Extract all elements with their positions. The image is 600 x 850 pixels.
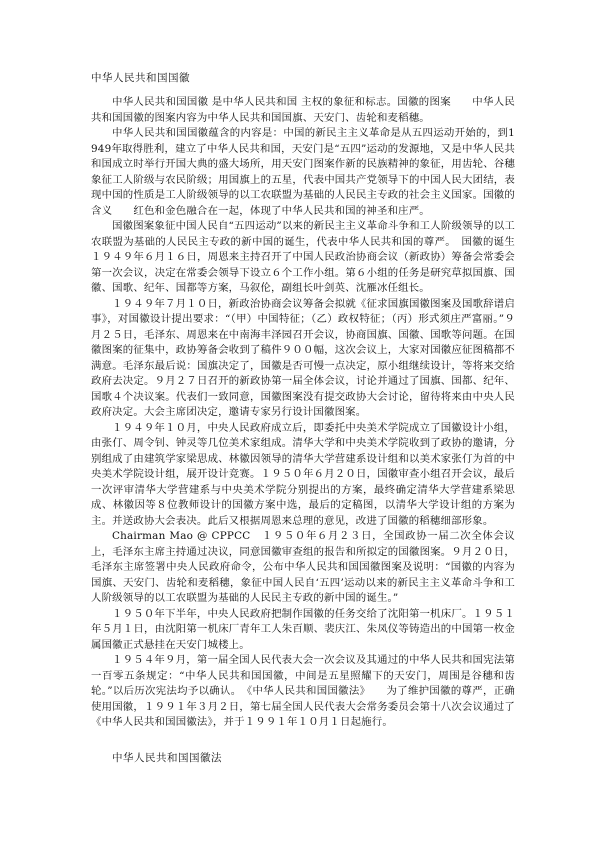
document-body xyxy=(91,95,515,731)
section-heading-emblem-law: 中华人民共和国国徽法 xyxy=(112,752,222,764)
paragraph-1950-june: Chairman Mao @ CPPCC １９５０年６月２３日，全国政协一届二次全体会议上，毛泽东主席主持通过决议，同意国徽审查组的报告和所拟定的国徽图案。９月２０日，毛泽东主席签署中央人民政府命令，公布中华人民共和国国徽图案及说明：“国徽的内容为国旗、天安门、齿轮和麦稻穗，象征中国人民自‘五四’运动以来的新民主主义革命斗争和工人阶级领导的以工农联盟为基础的人民民主专政的新中国的诞生。” xyxy=(91,530,515,604)
paragraph-1949-october: １９４９年１０月，中央人民政府成立后，即委托中央美术学院成立了国徽设计小组，由张仃、周令钊、钟灵等几位美术家组成。清华大学和中央美术学院收到了政协的邀请，分别组成了由建筑学家梁思成、林徽因领导的清华大学营建系设计组和以美术家张仃为首的中央美术学院设计组，展开设计竞赛。１９５０年６月２０日，国徽审查小组召开会议，最后一次评审清华大学营建系与中央美术学院分别提出的方案，最终确定清华大学营建系梁思成、林徽因等８位教师设计的国徽方案中选，最后的定稿图，以清华大学设计组的方案为主。并送政协大会表决。此后又根据周恩来总理的意见，改进了国徽的稻穗细部形象。 xyxy=(91,421,515,527)
paragraph-1949-july: １９４９年７月１０日，新政治协商会议筹备会拟就《征求国旗国徽图案及国歌辞谱启事》，对国徽设计提出要求：“（甲）中国特征；（乙）政权特征；（丙）形式须庄严富丽。”９月２５日，毛泽东、周恩来在中南海丰泽园召开会议，协商国旗、国徽、国歌等问题。在国徽图案的征集中，政协筹备会收到了稿件９００幅，这次会议上，大家对国徽应征图稿都不满意。毛泽东最后说：国旗决定了，国徽是否可慢一点决定，原小组继续设计，等将来交给政府去决定。９月２７日召开的新政协第一届全体会议，讨论并通过了国旗、国都、纪年、国歌４个决议案。代表们一致同意，国徽图案没有提交政协大会讨论，留待将来由中央人民政府决定。大会主席团决定，邀请专家另行设计国徽图案。 xyxy=(91,297,515,418)
paragraph-meaning: 中华人民共和国国徽蕴含的内容是：中国的新民主主义革命是从五四运动开始的，到1949年取得胜利，建立了中华人民共和国，天安门是“五四”运动的发源地，又是中华人民共和国成立时举行开国大典的盛大场所，用天安门图案作新的民族精神的象征，用齿轮、谷穗象征工人阶级与农民阶级；用国旗上的五星，代表中国共产党领导下的中国人民大团结，表现中国的性质是工人阶级领导的以工农联盟为基础的人民民主专政的社会主义国家。国徽的含义 红色和金色融合在一起，体现了中华人民共和国的神圣和庄严。 xyxy=(91,127,515,217)
paragraph-symbolism: 国徽图案象征中国人民自“五四运动”以来的新民主主义革命斗争和工人阶级领导的以工农联盟为基础的人民民主专政的新中国的诞生，代表中华人民共和国的尊严。 国徽的诞生１９４９年６月１６日，周恩来主持召开了中国人民政治协商会议（新政协）筹备会常委会第一次会议，决定在常委会领导下设立６个工作小组。第６小组的任务是研究草拟国旗、国徽、国歌、纪年、国都等方案，马叙伦，副组长叶剑英、沈雁冰任组长。 xyxy=(91,220,515,294)
document-title: 中华人民共和国国徽 xyxy=(91,72,190,84)
paragraph-1950-casting: １９５０年下半年，中央人民政府把制作国徽的任务交给了沈阳第一机床厂。１９５１年５月１日，由沈阳第一机床厂青年工人朱百顺、裴庆江、朱凤仪等铸造出的中国第一枚金属国徽正式悬挂在天安门城楼上。 xyxy=(91,607,515,651)
paragraph-intro: 中华人民共和国国徽 是中华人民共和国 主权的象征和标志。国徽的图案 中华人民共和国国徽的图案内容为中华人民共和国国旗、天安门、齿轮和麦稻穗。 xyxy=(91,96,515,124)
paragraph-1954-constitution: １９５４年９月，第一届全国人民代表大会一次会议及其通过的中华人民共和国宪法第一百零五条规定：“中华人民共和国国徽，中间是五星照耀下的天安门，周围是谷穗和齿轮。”以后历次宪法均予以确认。 《中华人民共和国国徽法》 为了维护国徽的尊严，正确使用国徽，１９９１年３月２日，第七届全国人民代表大会常务委员会第十八次会议通过了《中华人民共和国国徽法》，并于１９９１年１０月１日起施行。 xyxy=(91,654,515,728)
